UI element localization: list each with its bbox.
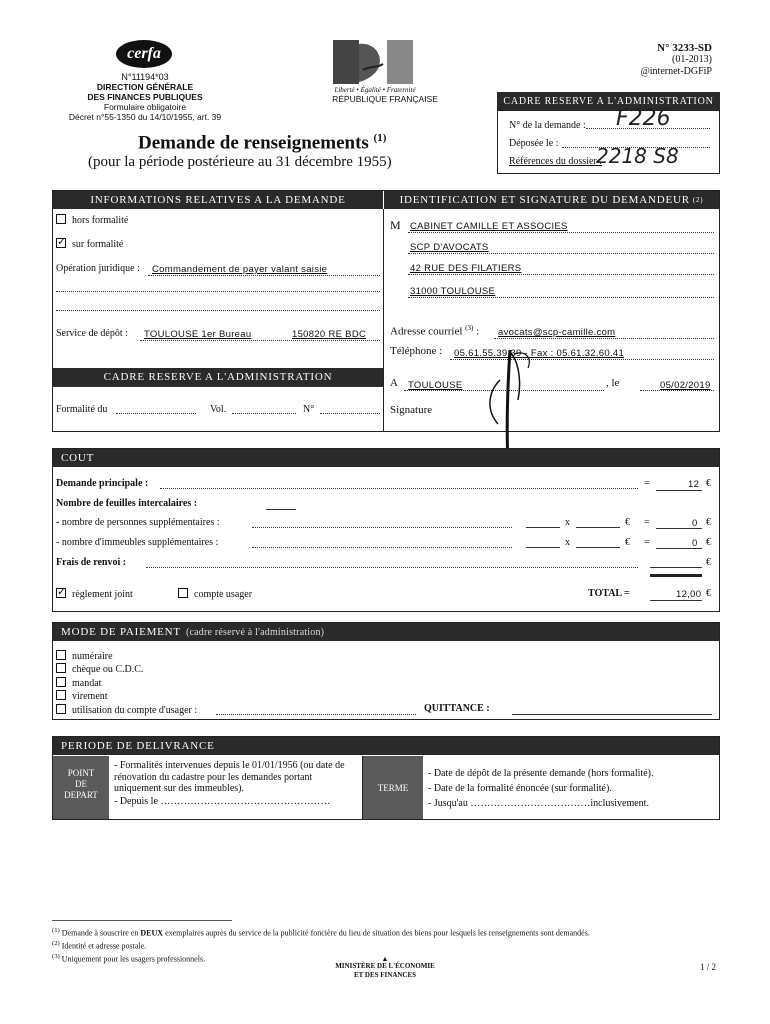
formality-line: [116, 413, 196, 414]
email-label: Adresse courriel $^{(3)}$ :: [390, 324, 480, 338]
vol-line: [232, 413, 296, 414]
user-account-line: [216, 714, 416, 715]
admin-mid-heading-text: CADRE RESERVE A L'ADMINISTRATION: [103, 371, 333, 383]
footnote-mark: (3): [52, 953, 60, 961]
admin-top-heading: [497, 92, 720, 110]
payment-option-label: chèque ou C.D.C.: [72, 664, 144, 676]
demand-number-label: N° de la demande :: [509, 120, 586, 131]
main-equals: =: [644, 478, 650, 489]
ministry-emblem-icon: ▲: [381, 955, 389, 963]
option-hors-label: hors formalité: [72, 215, 129, 226]
buildings-times: x: [565, 537, 570, 548]
identification-heading-text: IDENTIFICATION ET SIGNATURE DU DEMANDEUR: [399, 194, 690, 206]
total-label: TOTAL =: [588, 588, 630, 599]
start-item: - Depuis le ……………………………………………: [114, 795, 331, 807]
start-point-cell: [53, 756, 109, 819]
start-item: - Formalités intervenues depuis le 01/01/1956 (ou date de rénovation du cadastre pour les demandes portant uniquement sur des immeubles).: [114, 760, 345, 794]
admin-top-heading-text: CADRE RESERVE A L'ADMINISTRATION: [503, 95, 714, 107]
receipt-label: QUITTANCE :: [424, 703, 490, 714]
email-value[interactable]: avocats@scp-camille.com: [498, 327, 616, 338]
cerfa-number: N°11194*03: [121, 72, 169, 82]
date-prefix: , le: [606, 377, 620, 389]
buildings-price-currency: €: [625, 537, 630, 548]
form-source: @internet-DGFiP: [640, 66, 712, 77]
cost-heading-text: COUT: [61, 452, 95, 464]
cost-heading: [53, 449, 719, 467]
payment-option-checkbox[interactable]: [56, 690, 66, 700]
request-section: [52, 190, 720, 432]
payment-joint-checkbox[interactable]: [56, 588, 66, 598]
footnote-text: Identité et adresse postale.: [61, 941, 147, 951]
file-ref-label: Références du dossier :: [509, 156, 603, 167]
main-value-line: [656, 490, 702, 491]
page-subtitle: (pour la période postérieure au 31 décembre 1955): [88, 154, 392, 170]
payment-option-checkbox[interactable]: [56, 663, 66, 673]
term-item: - Date de la formalité énoncée (sur formalité).: [428, 783, 612, 794]
service-value[interactable]: TOULOUSE 1er Bureau: [144, 329, 252, 340]
footnote-text: Demande à souscrire en: [61, 928, 141, 938]
payment-option[interactable]: [56, 677, 197, 690]
buildings-equals: =: [644, 537, 650, 548]
term-label: TERME: [377, 782, 409, 793]
persons-currency: €: [706, 517, 711, 528]
applicant-line-2: [408, 253, 714, 254]
total-separator: [650, 574, 702, 577]
applicant-address[interactable]: 42 RUE DES FILATIERS: [410, 263, 522, 274]
ministry-line2: ET DES FINANCES: [353, 971, 417, 979]
vol-label: Vol.: [210, 404, 227, 415]
footnote: [52, 939, 720, 952]
hors-formalite-checkbox[interactable]: [56, 214, 66, 224]
persons-price-line: [576, 527, 620, 528]
formality-label: Formalité du: [56, 404, 108, 415]
term-item: - Jusqu'au ………………………………inclusivement.: [428, 798, 649, 809]
persons-times: x: [565, 517, 570, 528]
payment-joint-option[interactable]: [56, 588, 133, 600]
total-value[interactable]: 12,00: [676, 589, 702, 600]
buildings-price-line: [576, 547, 620, 548]
sheets-line: [266, 509, 296, 510]
persons-line: [252, 527, 512, 528]
ministry-footer: [330, 956, 440, 980]
place-value[interactable]: TOULOUSE: [408, 380, 463, 391]
option-hors-formalite[interactable]: [56, 214, 128, 226]
page-title-note: (1): [373, 132, 387, 144]
shipping-currency: €: [706, 557, 711, 568]
payment-option-checkbox[interactable]: [56, 677, 66, 687]
option-sur-label: sur formalité: [72, 239, 124, 250]
cerfa-logo-text: cerfa: [127, 45, 161, 62]
user-account-label: compte usager: [194, 589, 253, 600]
term-cell: [363, 756, 423, 819]
service-label: Service de dépôt :: [56, 328, 128, 339]
persons-value[interactable]: 0: [692, 518, 698, 529]
filed-label: Déposée le :: [509, 138, 559, 149]
payment-options: [56, 650, 197, 717]
demand-number-handwritten: F226: [616, 106, 671, 131]
identification-heading-note: (2): [692, 196, 704, 204]
service-line: [140, 340, 380, 341]
payment-joint-label: règlement joint: [72, 589, 133, 600]
republic-motto: Liberté • Égalité • Fraternité: [334, 86, 416, 94]
date-value[interactable]: 05/02/2019: [660, 380, 711, 391]
persons-qty-line: [526, 527, 560, 528]
receipt-line: [512, 714, 712, 715]
shipping-value-line: [650, 567, 702, 568]
phone-value[interactable]: 05.61.55.39.39 - Fax : 05.61.32.60.41: [454, 348, 625, 359]
operation-line-3: [56, 310, 380, 311]
delivery-heading-text: PERIODE DE DELIVRANCE: [61, 740, 215, 752]
persons-price-currency: €: [625, 517, 630, 528]
buildings-qty-line: [526, 547, 560, 548]
start-label-2: DE: [75, 779, 87, 789]
buildings-value[interactable]: 0: [692, 538, 698, 549]
m-label: M: [390, 218, 401, 232]
payment-heading-note: (cadre réservé à l'administration): [185, 626, 325, 638]
payment-option-label: utilisation du compte d'usager :: [72, 704, 198, 716]
date-line: [640, 390, 714, 391]
buildings-value-line: [656, 548, 702, 549]
payment-option[interactable]: [56, 663, 197, 676]
persons-equals: =: [644, 517, 650, 528]
admin-mid-divider: [52, 386, 383, 387]
republic-name: RÉPUBLIQUE FRANÇAISE: [332, 94, 438, 104]
page-title-text: Demande de renseignements: [138, 132, 369, 154]
applicant-line2[interactable]: SCP D'AVOCATS: [410, 242, 489, 253]
admin-mid-heading: [53, 368, 383, 386]
direction-line1: DIRECTION GÉNÉRALE: [96, 82, 194, 92]
ministry-line1: MINISTÈRE DE L'ÉCONOMIE: [335, 962, 435, 970]
request-info-heading: [53, 191, 383, 209]
num-label: N°: [303, 404, 315, 415]
payment-option-checkbox[interactable]: [56, 650, 66, 660]
applicant-line-3: [408, 274, 714, 275]
main-demand-line: [160, 488, 638, 489]
signature-label: Signature: [390, 404, 433, 416]
persons-value-line: [656, 528, 702, 529]
request-divider: [383, 209, 384, 431]
start-label-3: DEPART: [64, 790, 98, 800]
request-info-heading-text: INFORMATIONS RELATIVES A LA DEMANDE: [90, 194, 346, 206]
buildings-line: [252, 547, 512, 548]
applicant-line-4: [408, 297, 714, 298]
page-title: [138, 132, 386, 154]
footnote: [52, 926, 720, 939]
total-currency: €: [706, 588, 711, 599]
header-left-block: [60, 72, 230, 122]
start-items: [114, 760, 360, 807]
payment-option[interactable]: [56, 690, 197, 703]
email-label-text: Adresse courriel: [390, 325, 463, 338]
footnote-text: Uniquement pour les usagers professionnels.: [61, 954, 206, 964]
shipping-line: [146, 567, 638, 568]
payment-option[interactable]: [56, 650, 197, 663]
service-code[interactable]: 150820 RE BDC: [292, 329, 367, 340]
term-items: [428, 766, 716, 811]
direction-line2: DES FINANCES PUBLIQUES: [87, 92, 203, 102]
payment-option-label: virement: [72, 691, 108, 703]
num-line: [320, 413, 380, 414]
operation-value[interactable]: Commandement de payer valant saisie: [152, 264, 328, 275]
email-label-note: (3): [465, 324, 474, 332]
phone-label: Téléphone :: [390, 345, 443, 357]
delivery-heading: [53, 737, 719, 755]
operation-line-2: [56, 291, 380, 292]
footnote-text: exemplaires auprès du service de la publicité foncière du lieu de situation des biens pour lesquels les renseignements sont demandés.: [163, 928, 590, 938]
payment-option-label: mandat: [72, 677, 102, 689]
operation-label: Opération juridique :: [56, 263, 140, 274]
file-ref-handwritten: 2218 S8: [596, 144, 679, 168]
option-sur-formalite[interactable]: [56, 238, 123, 250]
buildings-label: - nombre d'immeubles supplémentaires :: [56, 537, 219, 548]
total-value-line: [650, 600, 702, 601]
cerfa-logo: [116, 40, 172, 68]
main-demand-value[interactable]: 12: [688, 479, 700, 490]
decree-text: Décret n°55-1350 du 14/10/1955, art. 39: [68, 112, 222, 122]
persons-label: - nombre de personnes supplémentaires :: [56, 517, 220, 528]
operation-line: [148, 275, 380, 276]
sur-formalite-checkbox[interactable]: [56, 238, 66, 248]
applicant-city[interactable]: 31000 TOULOUSE: [410, 286, 496, 297]
payment-option-label: numéraire: [72, 651, 113, 662]
term-item: - Date de dépôt de la présente demande (hors formalité).: [428, 768, 654, 779]
main-currency: €: [706, 478, 711, 489]
main-demand-label: Demande principale :: [56, 478, 149, 489]
payment-heading-text: MODE DE PAIEMENT: [61, 626, 181, 638]
payment-option[interactable]: [56, 704, 197, 717]
applicant-name[interactable]: CABINET CAMILLE ET ASSOCIES: [410, 221, 568, 232]
footnote-bold: DEUX: [140, 928, 164, 938]
start-label-1: POINT: [67, 768, 95, 778]
place-prefix: A: [390, 377, 398, 389]
sheets-label: Nombre de feuilles intercalaires :: [56, 498, 198, 509]
identification-heading: [384, 191, 719, 209]
mandatory-text: Formulaire obligatoire: [103, 102, 187, 112]
form-id-block: [641, 42, 712, 78]
email-line: [494, 338, 714, 339]
user-account-option[interactable]: [178, 588, 252, 600]
form-date: (01-2013): [672, 54, 712, 65]
payment-heading: [53, 623, 719, 641]
form-number: N° 3233-SD: [657, 42, 712, 54]
page-number: 1 / 2: [700, 962, 717, 972]
payment-option-checkbox[interactable]: [56, 704, 66, 714]
buildings-currency: €: [706, 537, 711, 548]
footnote-separator: [52, 920, 232, 921]
user-account-checkbox[interactable]: [178, 588, 188, 598]
footnote-mark: (2): [52, 940, 60, 948]
shipping-label: Frais de renvoi :: [56, 557, 127, 568]
footnote-mark: (1): [52, 927, 60, 934]
applicant-line-1: [408, 232, 714, 233]
marianne-logo: [333, 40, 413, 84]
